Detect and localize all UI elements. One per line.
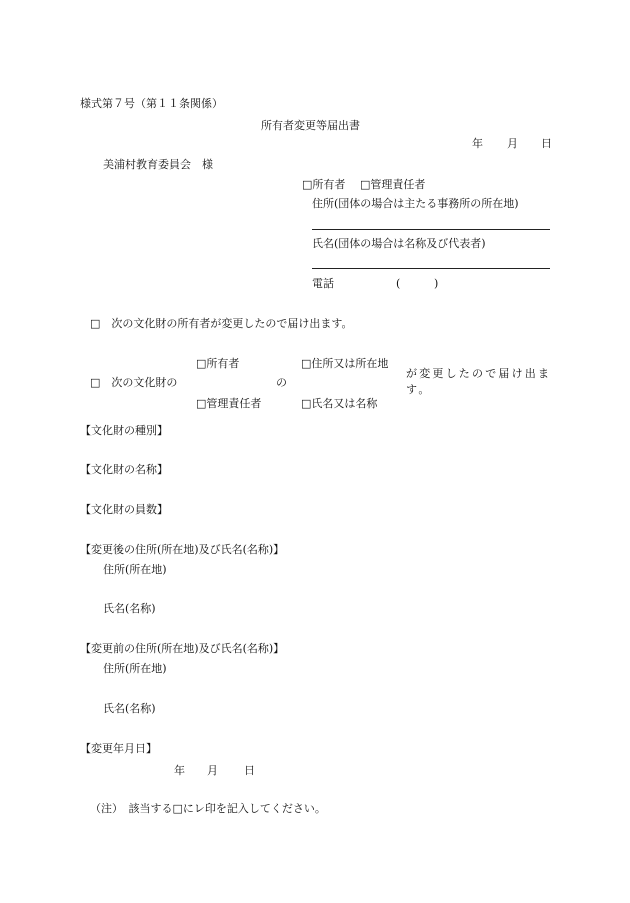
submitter-name-label: 氏名(団体の場合は名称及び代表者) — [312, 237, 486, 250]
change-date-month: 月 — [207, 764, 218, 777]
footnote: （注） 該当する□にレ印を記入してください。 — [90, 802, 326, 815]
after-name-label: 氏名(名称) — [103, 602, 156, 615]
role-owner-checkbox[interactable]: □所有者 — [302, 178, 346, 191]
notice-owner-change[interactable]: □ 次の文化財の所有者が変更したので届け出ます。 — [90, 317, 353, 330]
notice2-suffix: が変更したので届け出ます。 — [406, 367, 552, 396]
notice2-name-checkbox[interactable]: □氏名又は名称 — [301, 397, 378, 410]
phone-paren-close: ) — [434, 277, 439, 290]
change-date-year: 年 — [174, 764, 185, 777]
date-day: 日 — [541, 137, 552, 150]
section-type-heading: 【文化財の種別】 — [80, 424, 168, 437]
form-number: 様式第７号（第１１条関係） — [80, 97, 223, 110]
submitter-address-line[interactable] — [312, 229, 550, 230]
page-title: 所有者変更等届出書 — [261, 119, 360, 132]
submitter-phone-label: 電話 — [312, 277, 334, 290]
phone-paren-open: ( — [396, 277, 401, 290]
date-year: 年 — [472, 137, 483, 150]
notice2-address-checkbox[interactable]: □住所又は所在地 — [301, 357, 389, 370]
before-name-label: 氏名(名称) — [103, 702, 156, 715]
submitter-name-line[interactable] — [312, 268, 550, 269]
section-name-heading: 【文化財の名称】 — [80, 463, 168, 476]
change-date-day: 日 — [244, 764, 255, 777]
section-count-heading: 【文化財の員数】 — [80, 503, 168, 516]
notice2-owner-checkbox[interactable]: □所有者 — [196, 357, 240, 370]
section-after-heading: 【変更後の住所(所在地)及び氏名(名称)】 — [80, 543, 285, 556]
section-change-date-heading: 【変更年月日】 — [80, 742, 157, 755]
submitter-address-label: 住所(団体の場合は主たる事務所の所在地) — [312, 197, 519, 210]
date-month: 月 — [507, 137, 518, 150]
notice2-particle: の — [276, 376, 287, 389]
addressee: 美浦村教育委員会 様 — [103, 158, 213, 171]
before-address-label: 住所(所在地) — [103, 662, 167, 675]
notice2-prefix[interactable]: □ 次の文化財の — [90, 376, 178, 389]
role-manager-checkbox[interactable]: □管理責任者 — [360, 178, 426, 191]
after-address-label: 住所(所在地) — [103, 563, 167, 576]
section-before-heading: 【変更前の住所(所在地)及び氏名(名称)】 — [80, 642, 285, 655]
notice2-manager-checkbox[interactable]: □管理責任者 — [196, 397, 262, 410]
